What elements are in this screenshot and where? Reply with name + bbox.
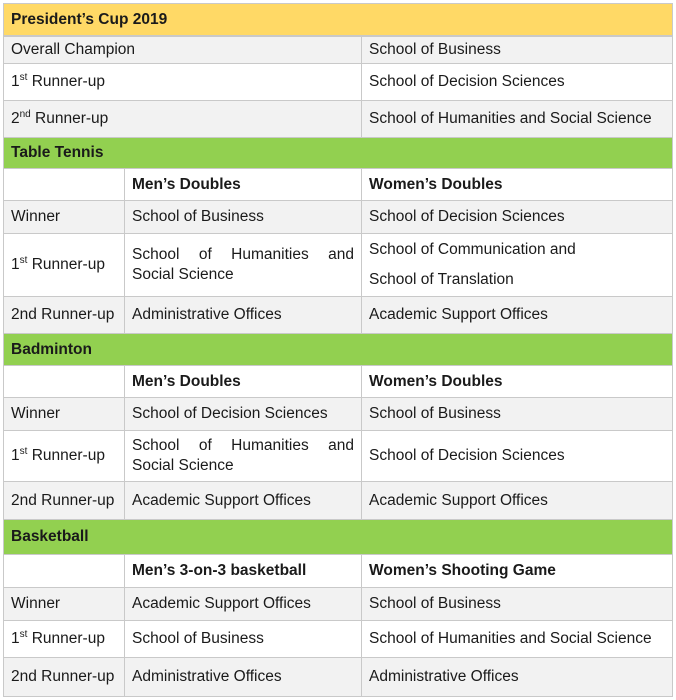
bd-winner-men: School of Decision Sciences — [124, 397, 362, 431]
tt-runner1-men: School of Humanities and Social Science — [124, 233, 362, 297]
bb-winner-women: School of Business — [361, 587, 673, 621]
bd-runner1-label: 1st Runner-up — [3, 430, 125, 482]
bd-header-men: Men’s Doubles — [124, 365, 362, 398]
bb-runner2-women: Administrative Offices — [361, 657, 673, 697]
overall-runner2-value: School of Humanities and Social Science — [361, 100, 673, 138]
bb-header-empty — [3, 554, 125, 588]
bb-winner-label: Winner — [3, 587, 125, 621]
table-title — [3, 3, 673, 36]
bd-runner2-men: Academic Support Offices — [124, 481, 362, 520]
bb-runner2-men: Administrative Offices — [124, 657, 362, 697]
overall-runner1-value: School of Decision Sciences — [361, 63, 673, 101]
title-text: President’s Cup 2019 — [11, 10, 168, 28]
section-heading-basketball: Basketball — [3, 519, 673, 555]
bd-runner1-women: School of Decision Sciences — [361, 430, 673, 482]
overall-champion-value: School of Business — [361, 36, 673, 64]
tt-header-women: Women’s Doubles — [361, 168, 673, 201]
tt-winner-men: School of Business — [124, 200, 362, 234]
overall-champion-label: Overall Champion — [3, 36, 362, 64]
bd-winner-label: Winner — [3, 397, 125, 431]
bd-header-women: Women’s Doubles — [361, 365, 673, 398]
tt-winner-women: School of Decision Sciences — [361, 200, 673, 234]
bb-runner2-label: 2nd Runner-up — [3, 657, 125, 697]
bb-runner1-men: School of Business — [124, 620, 362, 658]
bd-runner1-men: School of Humanities and Social Science — [124, 430, 362, 482]
bb-runner1-label: 1st Runner-up — [3, 620, 125, 658]
bb-winner-men: Academic Support Offices — [124, 587, 362, 621]
bd-header-empty — [3, 365, 125, 398]
tt-runner2-label: 2nd Runner-up — [3, 296, 125, 334]
tt-runner2-men: Administrative Offices — [124, 296, 362, 334]
section-heading-table-tennis: Table Tennis — [3, 137, 673, 169]
tt-header-empty — [3, 168, 125, 201]
section-heading-badminton: Badminton — [3, 333, 673, 366]
overall-runner1-label: 1st Runner-up — [3, 63, 362, 101]
overall-runner2-label: 2nd Runner-up — [3, 100, 362, 138]
tt-header-men: Men’s Doubles — [124, 168, 362, 201]
bd-runner2-women: Academic Support Offices — [361, 481, 673, 520]
tt-winner-label: Winner — [3, 200, 125, 234]
bd-winner-women: School of Business — [361, 397, 673, 431]
bb-runner1-women: School of Humanities and Social Science — [361, 620, 673, 658]
bb-header-women: Women’s Shooting Game — [361, 554, 673, 588]
tt-runner1-label: 1st Runner-up — [3, 233, 125, 297]
bd-runner2-label: 2nd Runner-up — [3, 481, 125, 520]
bb-header-men: Men’s 3-on-3 basketball — [124, 554, 362, 588]
tt-runner1-women: School of Communication and School of Translation — [361, 233, 673, 297]
tt-runner2-women: Academic Support Offices — [361, 296, 673, 334]
